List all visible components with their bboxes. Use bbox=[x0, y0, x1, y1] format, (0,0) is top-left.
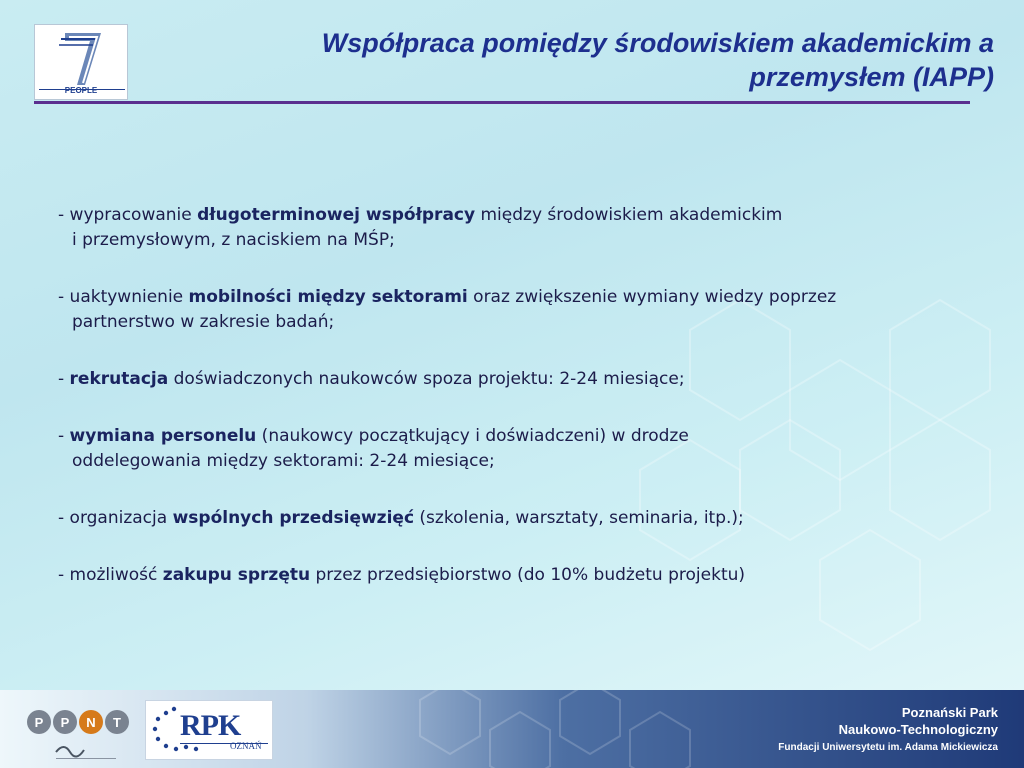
item-text: organizacja bbox=[69, 508, 173, 528]
item-continuation: i przemysłowym, z naciskiem na MŚP; bbox=[72, 230, 395, 250]
slide-title: Współpraca pomiędzy środowiskiem akademickim a przemysłem (IAPP) bbox=[321, 28, 994, 92]
rpk-logo-subtext: OZNAŃ bbox=[230, 741, 262, 751]
item-dash: - bbox=[58, 508, 70, 528]
footer-line-3: Fundacji Uniwersytetu im. Adama Mickiewicza bbox=[778, 742, 998, 753]
svg-text:P: P bbox=[60, 715, 70, 730]
svg-text:T: T bbox=[113, 715, 121, 730]
list-item bbox=[58, 367, 998, 392]
item-keyword: wymiana personelu bbox=[69, 426, 257, 446]
ppnt-logo bbox=[26, 708, 130, 764]
item-text: wypracowanie bbox=[69, 205, 198, 225]
fp7-people-logo bbox=[34, 24, 128, 100]
item-keyword: mobilności między sektorami bbox=[188, 287, 468, 307]
list-item bbox=[58, 203, 998, 253]
item-keyword: długoterminowej współpracy bbox=[197, 205, 476, 225]
footer-organization bbox=[778, 704, 998, 758]
item-text: między środowiskiem akademickim bbox=[475, 205, 783, 225]
bullet-list bbox=[58, 203, 998, 620]
list-item bbox=[58, 563, 998, 588]
item-dash: - bbox=[58, 205, 70, 225]
list-item bbox=[58, 285, 998, 335]
item-text: przez przedsiębiorstwo (do 10% budżetu projektu) bbox=[310, 565, 746, 585]
rpk-logo-text: RPK bbox=[180, 709, 241, 742]
list-item bbox=[58, 424, 998, 474]
item-dash: - bbox=[58, 426, 70, 446]
item-text: (naukowcy początkujący i doświadczeni) w drodze bbox=[256, 426, 689, 446]
item-dash: - bbox=[58, 565, 70, 585]
title-divider bbox=[34, 101, 970, 104]
item-keyword: zakupu sprzętu bbox=[162, 565, 311, 585]
item-dash: - bbox=[58, 287, 70, 307]
item-continuation: partnerstwo w zakresie badań; bbox=[72, 312, 335, 332]
item-keyword: wspólnych przedsięwzięć bbox=[172, 508, 415, 528]
fp7-logo-text: PEOPLE bbox=[64, 86, 98, 95]
item-keyword: rekrutacja bbox=[69, 369, 169, 389]
item-text: oraz zwiększenie wymiany wiedzy poprzez bbox=[467, 287, 837, 307]
item-text: doświadczonych naukowców spoza projektu: 2-24 miesiące; bbox=[168, 369, 685, 389]
item-dash: - bbox=[58, 369, 70, 389]
item-text: możliwość bbox=[69, 565, 163, 585]
footer-line-1: Poznański Park bbox=[901, 705, 998, 720]
item-continuation: oddelegowania między sektorami: 2-24 miesiące; bbox=[72, 451, 495, 471]
list-item bbox=[58, 506, 998, 531]
svg-text:P: P bbox=[34, 715, 44, 730]
footer-line-2: Naukowo-Technologiczny bbox=[838, 722, 998, 737]
item-text: uaktywnienie bbox=[69, 287, 189, 307]
item-text: (szkolenia, warsztaty, seminaria, itp.); bbox=[414, 508, 744, 528]
svg-text:N: N bbox=[86, 715, 96, 730]
rpk-logo bbox=[145, 700, 273, 760]
